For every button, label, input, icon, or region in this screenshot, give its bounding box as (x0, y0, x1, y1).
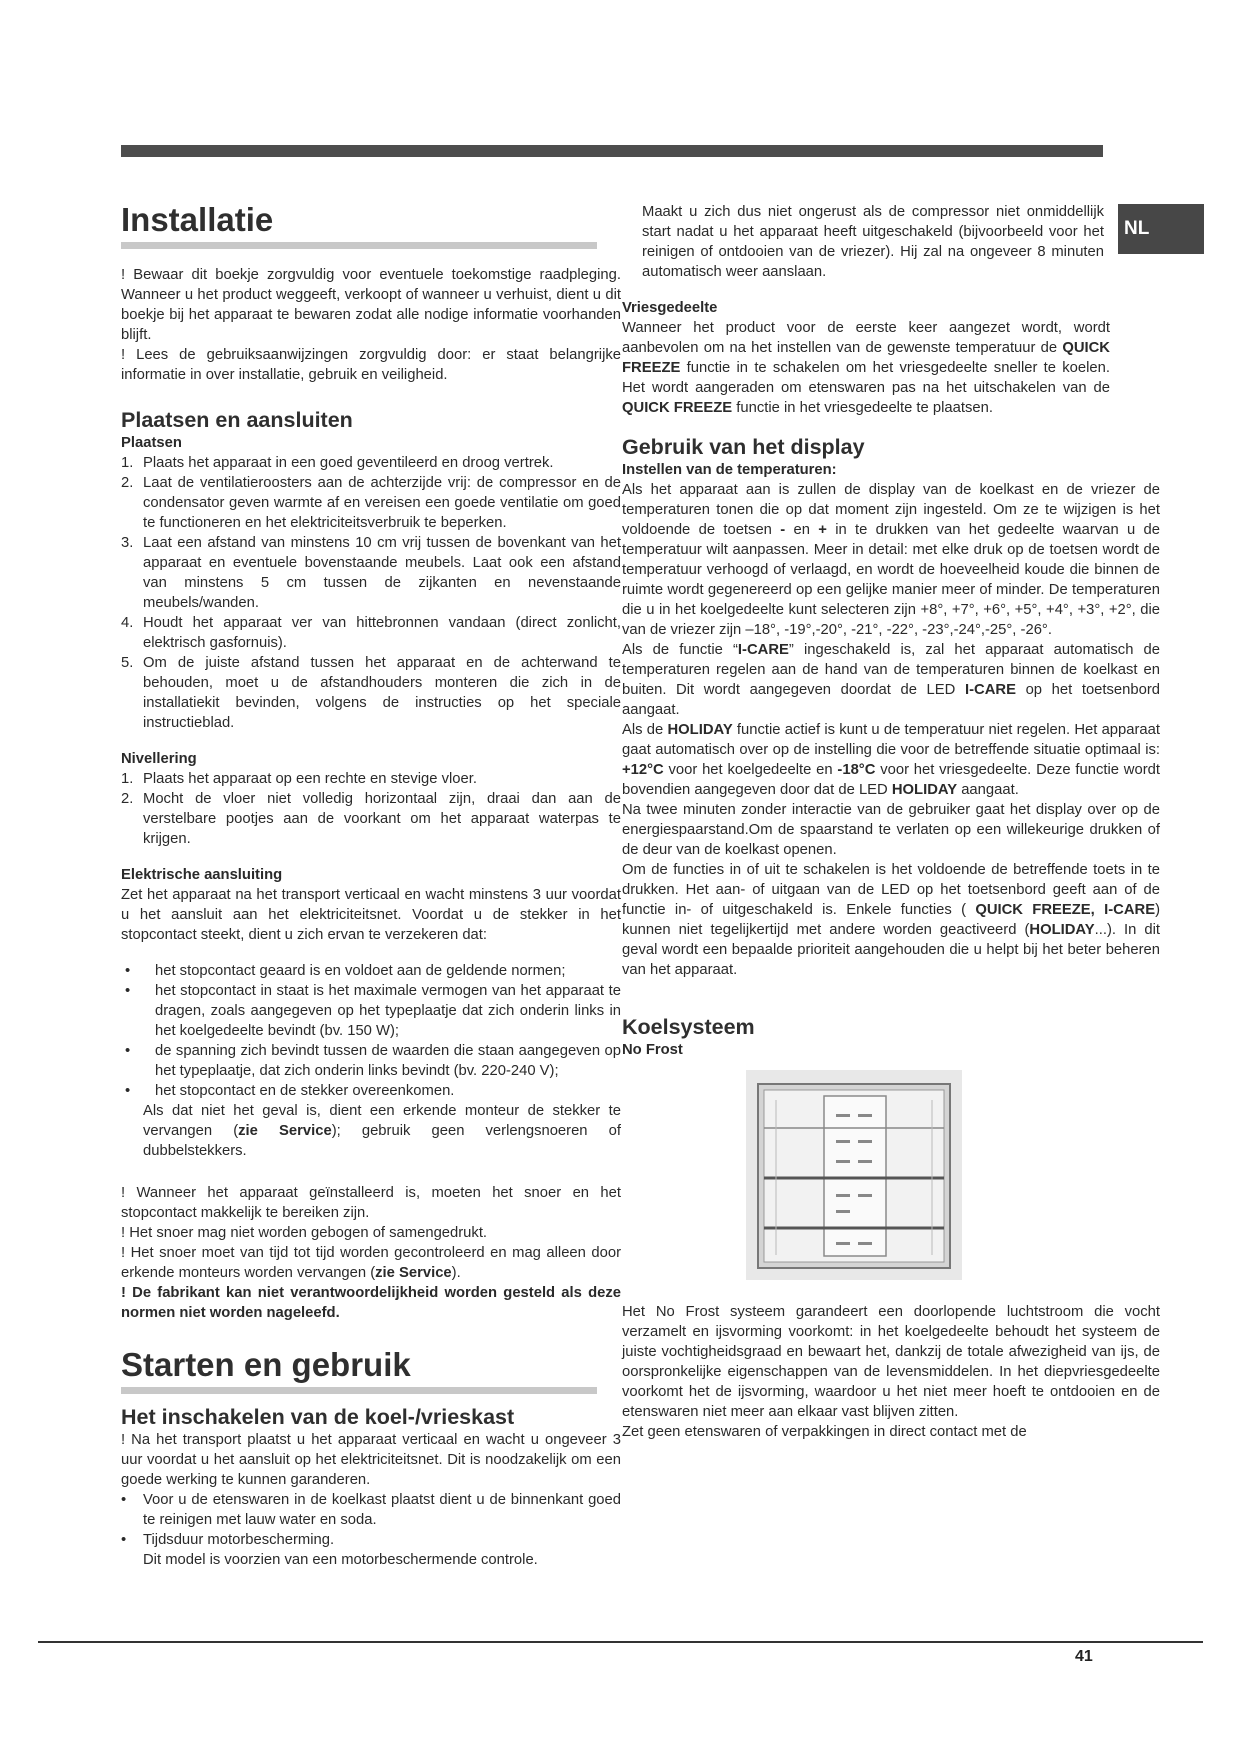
list-item: • het stopcontact geaard is en voldoet aan de geldende normen; (125, 963, 566, 979)
footer-line (38, 1641, 1203, 1643)
list-item: • Tijdsduur motorbescherming. (121, 1532, 335, 1548)
installatie-p2: ! Lees de gebruiksaanwijzingen zorgvuldig door: er staat belangrijke informatie in over installatie, gebruik en veiligheid. (121, 347, 621, 383)
list-item: 1. Plaats het apparaat op een rechte en stevige vloer. (121, 771, 477, 787)
koelsysteem-title: Koelsysteem (622, 1015, 755, 1039)
vriesgedeelte-title: Vriesgedeelte (622, 300, 718, 316)
display-p2: Als de functie “I-CARE” ingeschakeld is, zal het apparaat automatisch de temperaturen regelen aan de hand van de temperaturen binnen de koelkast en buiten. Dit wordt aangegeven doordat de LED I-CARE op het toetsenbord aangaat. (622, 642, 1161, 718)
left-column (121, 200, 621, 1570)
warning-1: ! Wanneer het apparaat geïnstalleerd is, moeten het snoer en het stopcontact makkelijk te bereiken zijn. (121, 1185, 621, 1221)
inschakelen-title: Het inschakelen van de koel-/vrieskast (121, 1405, 515, 1429)
warning-3: ! Het snoer moet van tijd tot tijd worden gecontroleerd en mag alleen door erkende monteurs worden vervangen (zie Service). (121, 1245, 621, 1281)
list-item: 1. Plaats het apparaat in een goed geventileerd en droog vertrek. (121, 455, 554, 471)
starten-p1: ! Na het transport plaatst u het apparaat verticaal en wacht u ongeveer 3 uur voordat u het aansluit op het elektriciteitsnet. Dit is noodzakelijk om een goede werking te kunnen garanderen. (121, 1432, 621, 1488)
display-subtitle: Instellen van de temperaturen: (622, 462, 837, 478)
installatie-p1: ! Bewaar dit boekje zorgvuldig voor eventuele toekomstige raadpleging. Wanneer u het product weggeeft, verkoopt of wanneer u verhuist, dient u dit boekje bij het apparaat te bewaren zodat alle nodige informatie voorhanden blijft. (121, 267, 621, 343)
page-number: 41 (1075, 1648, 1093, 1665)
plaatsen-list (121, 453, 621, 733)
list-item: • Voor u de etenswaren in de koelkast plaatst dient u de binnenkant goed te reinigen met lauw water en soda. (121, 1492, 621, 1528)
display-p5: Om de functies in of uit te schakelen is het voldoende de betreffende toets in te drukken. Het aan- of uitgaan van de LED op het toetsenbord geeft aan of de functie in- of uitgeschakeld is. Enkele functies ( QUICK FREEZE, I-CARE) kunnen niet tegelijkertijd met andere worden geactiveerd (HOLIDAY...). In dit geval wordt een bepaalde prioriteit aangehouden die u helpt bij het beter beheren van het apparaat. (622, 862, 1161, 978)
list-item: 3. Laat een afstand van minstens 10 cm vrij tussen de bovenkant van het apparaat en eventuele bovenstaande meubels. Laat ook een afstand van minstens 5 cm tussen de zijkanten en nevenstaande meubels/wanden. (121, 535, 621, 611)
elektrisch-title: Elektrische aansluiting (121, 867, 283, 883)
plaatsen-subtitle: Plaatsen (121, 435, 182, 451)
elektrisch-list (121, 961, 621, 1101)
display-p1: Als het apparaat aan is zullen de display van de koelkast en de vriezer de temperaturen tonen die op dat moment zijn ingesteld. Om ze te wijzigen is het voldoende de toetsen - en + in te drukken van het gedeelte waarvan u de temperatuur wilt aanpassen. Meer in detail: met elke druk op de toetsen wordt de temperatuur verhoogd of verlaagd, en wordt de hoeveelheid koude die binnen de ruimte wordt gegenereerd op een gelijke manier meer of minder. De temperaturen die u in het koelgedeelte kunt selecteren zijn +8°, +7°, +6°, +5°, +4°, +3°, +2°, die van de vriezer zijn –18°, -19°,-20°, -21°, -22°, -23°,-24°,-25°, -26°. (622, 482, 1160, 638)
list-item: 5. Om de juiste afstand tussen het apparaat en de achterwand te behouden, moet u de afstandhouders monteren die zich in de installatiekit bevinden, volgens de instructies op het speciale instructieblad. (121, 655, 621, 731)
list-item: • het stopcontact in staat is het maximale vermogen van het apparaat te dragen, zoals aangegeven op het typeplaatje dat zich onderin links in het koelgedeelte bevindt (bv. 150 W); (125, 983, 621, 1039)
intro-paragraph: Maakt u zich dus niet ongerust als de compressor niet onmiddellijk start nadat u het apparaat heeft uitgeschakeld (bijvoorbeeld voor het reinigen of ontdooien van de vriezer). Hij zal na ongeveer 8 minuten automatisch weer aanslaan. (642, 204, 1104, 280)
right-column (622, 202, 1160, 1442)
display-p3: Als de HOLIDAY functie actief is kunt u de temperatuur niet regelen. Het apparaat gaat automatisch over op de instelling die voor de betreffende situatie optimaal is: +12°C voor het koelgedeelte en -18°C voor het vriesgedeelte. Deze functie wordt bovendien aangegeven door dat de LED HOLIDAY aangaat. (622, 722, 1160, 798)
vriesgedeelte-p: Wanneer het product voor de eerste keer aangezet wordt, wordt aanbevolen om na het instellen van de gewenste temperatuur de QUICK FREEZE functie in te schakelen om het vriesgedeelte sneller te koelen. Het wordt aangeraden om etenswaren pas na het uitschakelen van de QUICK FREEZE functie in het vriesgedeelte te plaatsen. (622, 320, 1110, 416)
nivellering-title: Nivellering (121, 751, 197, 767)
no-frost-p2: Zet geen etenswaren of verpakkingen in direct contact met de (622, 1424, 1027, 1440)
no-frost-fridge-image (746, 1070, 962, 1280)
list-item: 4. Houdt het apparaat ver van hittebronnen vandaan (direct zonlicht, elektrisch gasfornuis). (121, 615, 621, 651)
warning-4: ! De fabrikant kan niet verantwoordelijkheid worden gesteld als deze normen niet worden nageleefd. (121, 1285, 621, 1321)
elektrisch-p1: Zet het apparaat na het transport verticaal en wacht minstens 3 uur voordat u het aansluit aan het elektriciteitsnet. Voordat u de stekker in het stopcontact steekt, dient u zich ervan te verzekeren dat: (121, 887, 621, 943)
display-title: Gebruik van het display (622, 435, 865, 459)
warning-2: ! Het snoer mag niet worden gebogen of samengedrukt. (121, 1225, 488, 1241)
installatie-title: Installatie (121, 200, 597, 249)
list-item: • de spanning zich bevindt tussen de waarden die staan aangegeven op het typeplaatje, dat zich onderin links bevindt (bv. 220-240 V); (125, 1043, 621, 1079)
no-frost-p1: Het No Frost systeem garandeert een doorlopende luchtstroom die vocht verzamelt en ijsvorming voorkomt: in het koelgedeelte behoudt het systeem de juiste vochtigheidsgraad en bewaart het, dankzij de totale afwezigheid van ijs, de oorspronkelijke eigenschappen van de levensmiddelen. In het diepvriesgedeelte voorkomt het de ijsvorming, waardoor u het niet meer hoeft te ontdooien en de etenswaren niet meer aan elkaar vast blijven zitten. (622, 1304, 1160, 1420)
starten-title: Starten en gebruik (121, 1345, 597, 1394)
starten-list (121, 1490, 621, 1550)
no-frost-subtitle: No Frost (622, 1042, 683, 1058)
display-p4: Na twee minuten zonder interactie van de gebruiker gaat het display over op de energiespaarstand.Om de spaarstand te verlaten op een willekeurige drukken of de deur van de koelkast openen. (622, 802, 1160, 858)
list-item: • het stopcontact en de stekker overeenkomen. (125, 1083, 455, 1099)
elektrisch-note: Als dat niet het geval is, dient een erkende monteur de stekker te vervangen (zie Service); gebruik geen verlengsnoeren of dubbelstekkers. (143, 1103, 622, 1159)
starten-b2-detail: Dit model is voorzien van een motorbeschermende controle. (143, 1552, 538, 1568)
list-item: 2. Laat de ventilatieroosters aan de achterzijde vrij: de compressor en de condensator geven warmte af en vereisen een goede ventilatie om goed te functioneren en het elektriciteitsverbruik te beperken. (121, 475, 621, 531)
language-tab: NL (1118, 204, 1204, 254)
plaatsen-title: Plaatsen en aansluiten (121, 408, 353, 432)
nivellering-list (121, 769, 621, 849)
list-item: 2. Mocht de vloer niet volledig horizontaal zijn, draai dan aan de verstelbare pootjes aan de voorkant om het apparaat waterpas te krijgen. (121, 791, 621, 847)
header-bar (121, 145, 1103, 157)
